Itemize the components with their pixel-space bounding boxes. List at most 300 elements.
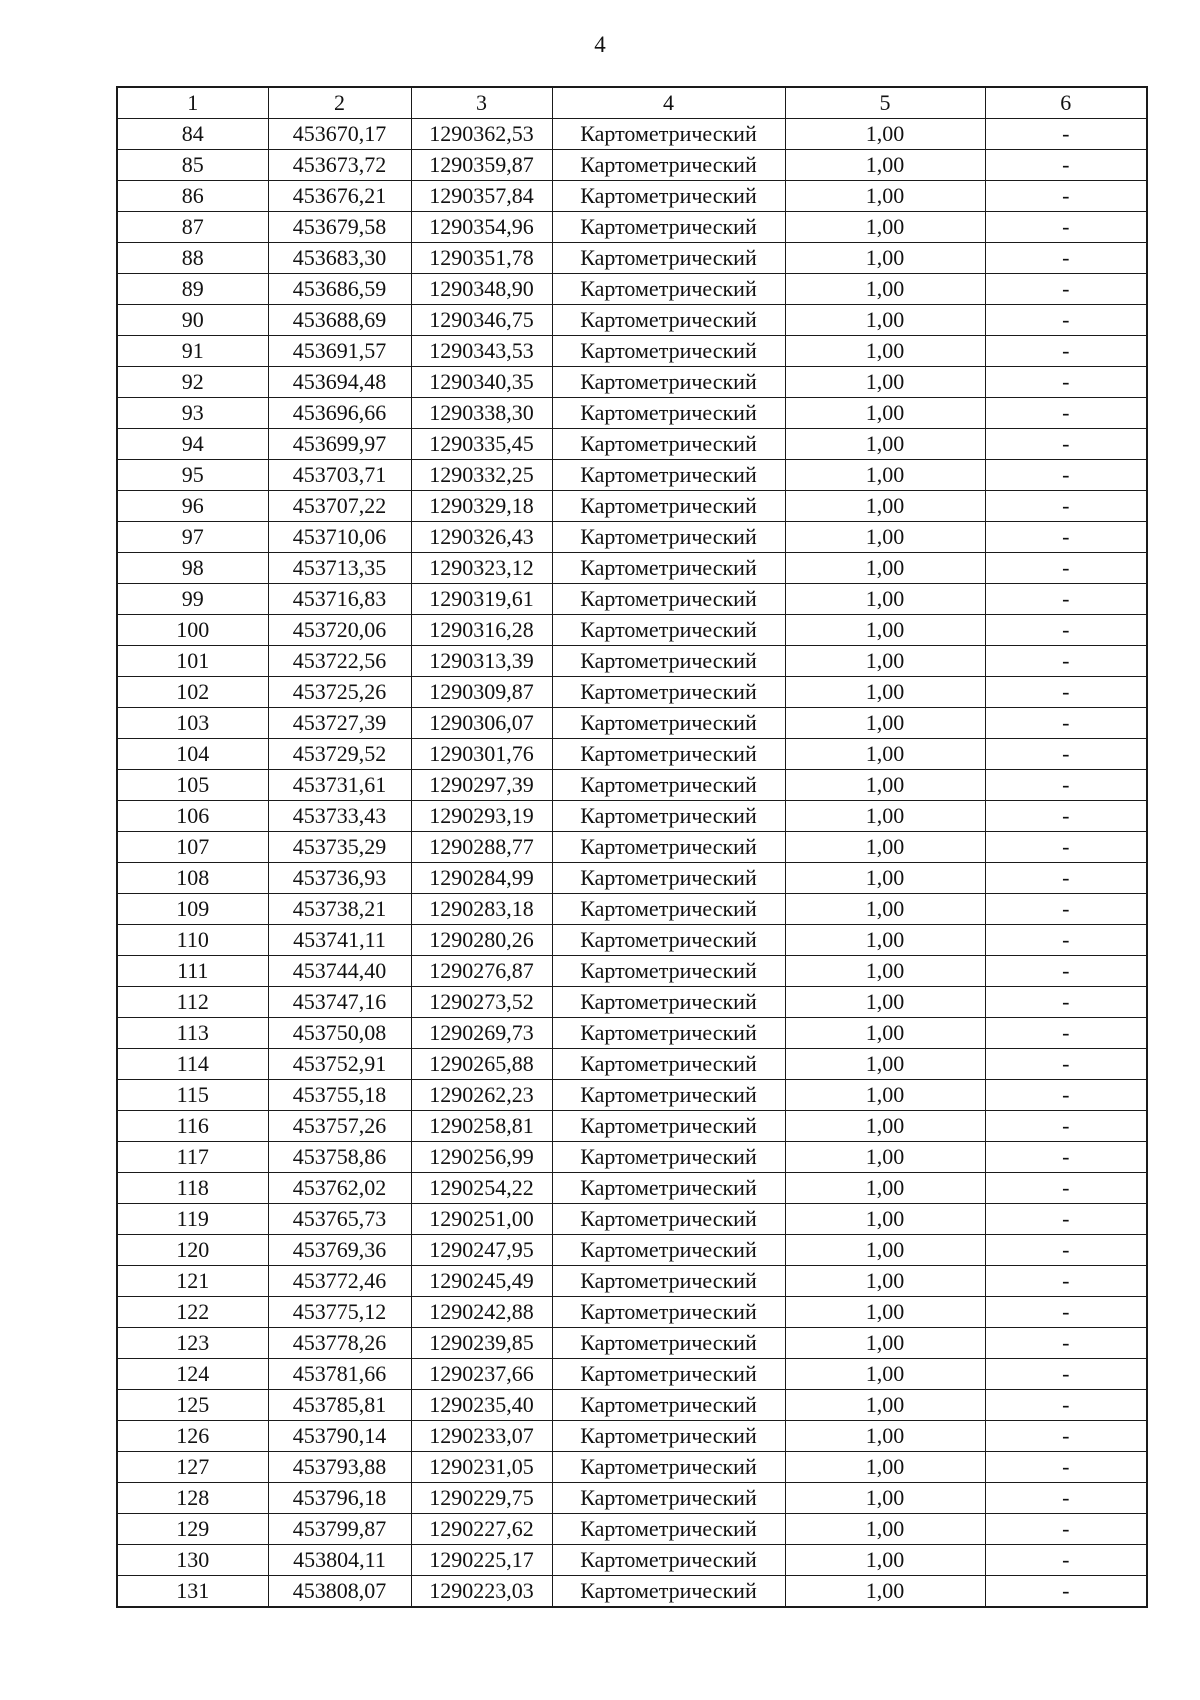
y-coordinate-cell: 1290283,18 xyxy=(411,894,552,925)
point-number-cell: 97 xyxy=(117,522,268,553)
method-cell: Картометрический xyxy=(552,925,785,956)
note-cell: - xyxy=(985,119,1147,150)
note-cell: - xyxy=(985,832,1147,863)
y-coordinate-cell: 1290338,30 xyxy=(411,398,552,429)
point-number-cell: 122 xyxy=(117,1297,268,1328)
coordinates-table xyxy=(116,86,1148,1608)
x-coordinate-cell: 453804,11 xyxy=(268,1545,411,1576)
point-number-cell: 128 xyxy=(117,1483,268,1514)
method-cell: Картометрический xyxy=(552,181,785,212)
method-cell: Картометрический xyxy=(552,1359,785,1390)
method-cell: Картометрический xyxy=(552,305,785,336)
point-number-cell: 108 xyxy=(117,863,268,894)
x-coordinate-cell: 453731,61 xyxy=(268,770,411,801)
y-coordinate-cell: 1290223,03 xyxy=(411,1576,552,1608)
method-cell: Картометрический xyxy=(552,1049,785,1080)
table-row xyxy=(117,181,1147,212)
note-cell: - xyxy=(985,1545,1147,1576)
column-header: 5 xyxy=(785,87,985,119)
y-coordinate-cell: 1290276,87 xyxy=(411,956,552,987)
table-row xyxy=(117,956,1147,987)
x-coordinate-cell: 453733,43 xyxy=(268,801,411,832)
y-coordinate-cell: 1290297,39 xyxy=(411,770,552,801)
x-coordinate-cell: 453699,97 xyxy=(268,429,411,460)
accuracy-cell: 1,00 xyxy=(785,708,985,739)
table-row xyxy=(117,1328,1147,1359)
x-coordinate-cell: 453772,46 xyxy=(268,1266,411,1297)
x-coordinate-cell: 453686,59 xyxy=(268,274,411,305)
page-number: 4 xyxy=(594,32,606,57)
note-cell: - xyxy=(985,1483,1147,1514)
note-cell: - xyxy=(985,584,1147,615)
x-coordinate-cell: 453793,88 xyxy=(268,1452,411,1483)
table-row xyxy=(117,367,1147,398)
y-coordinate-cell: 1290225,17 xyxy=(411,1545,552,1576)
point-number-cell: 129 xyxy=(117,1514,268,1545)
y-coordinate-cell: 1290265,88 xyxy=(411,1049,552,1080)
accuracy-cell: 1,00 xyxy=(785,956,985,987)
x-coordinate-cell: 453696,66 xyxy=(268,398,411,429)
accuracy-cell: 1,00 xyxy=(785,1452,985,1483)
point-number-cell: 105 xyxy=(117,770,268,801)
accuracy-cell: 1,00 xyxy=(785,1142,985,1173)
accuracy-cell: 1,00 xyxy=(785,398,985,429)
x-coordinate-cell: 453778,26 xyxy=(268,1328,411,1359)
note-cell: - xyxy=(985,956,1147,987)
y-coordinate-cell: 1290362,53 xyxy=(411,119,552,150)
method-cell: Картометрический xyxy=(552,584,785,615)
y-coordinate-cell: 1290288,77 xyxy=(411,832,552,863)
y-coordinate-cell: 1290273,52 xyxy=(411,987,552,1018)
note-cell: - xyxy=(985,367,1147,398)
note-cell: - xyxy=(985,274,1147,305)
note-cell: - xyxy=(985,1235,1147,1266)
accuracy-cell: 1,00 xyxy=(785,150,985,181)
method-cell: Картометрический xyxy=(552,119,785,150)
point-number-cell: 111 xyxy=(117,956,268,987)
note-cell: - xyxy=(985,1297,1147,1328)
accuracy-cell: 1,00 xyxy=(785,1483,985,1514)
method-cell: Картометрический xyxy=(552,553,785,584)
y-coordinate-cell: 1290301,76 xyxy=(411,739,552,770)
accuracy-cell: 1,00 xyxy=(785,1545,985,1576)
y-coordinate-cell: 1290239,85 xyxy=(411,1328,552,1359)
point-number-cell: 102 xyxy=(117,677,268,708)
method-cell: Картометрический xyxy=(552,522,785,553)
table-row xyxy=(117,739,1147,770)
table-row xyxy=(117,119,1147,150)
table-row xyxy=(117,398,1147,429)
x-coordinate-cell: 453694,48 xyxy=(268,367,411,398)
column-header: 6 xyxy=(985,87,1147,119)
table-row xyxy=(117,1390,1147,1421)
point-number-cell: 113 xyxy=(117,1018,268,1049)
note-cell: - xyxy=(985,646,1147,677)
table-row xyxy=(117,336,1147,367)
point-number-cell: 86 xyxy=(117,181,268,212)
accuracy-cell: 1,00 xyxy=(785,739,985,770)
y-coordinate-cell: 1290227,62 xyxy=(411,1514,552,1545)
note-cell: - xyxy=(985,925,1147,956)
method-cell: Картометрический xyxy=(552,243,785,274)
method-cell: Картометрический xyxy=(552,212,785,243)
x-coordinate-cell: 453762,02 xyxy=(268,1173,411,1204)
method-cell: Картометрический xyxy=(552,1266,785,1297)
note-cell: - xyxy=(985,150,1147,181)
x-coordinate-cell: 453757,26 xyxy=(268,1111,411,1142)
accuracy-cell: 1,00 xyxy=(785,677,985,708)
method-cell: Картометрический xyxy=(552,832,785,863)
y-coordinate-cell: 1290269,73 xyxy=(411,1018,552,1049)
accuracy-cell: 1,00 xyxy=(785,181,985,212)
method-cell: Картометрический xyxy=(552,770,785,801)
table-row xyxy=(117,1483,1147,1514)
x-coordinate-cell: 453679,58 xyxy=(268,212,411,243)
table-row xyxy=(117,1049,1147,1080)
note-cell: - xyxy=(985,336,1147,367)
point-number-cell: 96 xyxy=(117,491,268,522)
note-cell: - xyxy=(985,522,1147,553)
accuracy-cell: 1,00 xyxy=(785,491,985,522)
x-coordinate-cell: 453747,16 xyxy=(268,987,411,1018)
point-number-cell: 103 xyxy=(117,708,268,739)
table-row xyxy=(117,1576,1147,1608)
y-coordinate-cell: 1290235,40 xyxy=(411,1390,552,1421)
method-cell: Картометрический xyxy=(552,460,785,491)
table-row xyxy=(117,863,1147,894)
y-coordinate-cell: 1290306,07 xyxy=(411,708,552,739)
y-coordinate-cell: 1290256,99 xyxy=(411,1142,552,1173)
accuracy-cell: 1,00 xyxy=(785,336,985,367)
accuracy-cell: 1,00 xyxy=(785,987,985,1018)
x-coordinate-cell: 453775,12 xyxy=(268,1297,411,1328)
y-coordinate-cell: 1290323,12 xyxy=(411,553,552,584)
accuracy-cell: 1,00 xyxy=(785,1235,985,1266)
accuracy-cell: 1,00 xyxy=(785,119,985,150)
point-number-cell: 125 xyxy=(117,1390,268,1421)
x-coordinate-cell: 453750,08 xyxy=(268,1018,411,1049)
y-coordinate-cell: 1290313,39 xyxy=(411,646,552,677)
y-coordinate-cell: 1290245,49 xyxy=(411,1266,552,1297)
point-number-cell: 100 xyxy=(117,615,268,646)
method-cell: Картометрический xyxy=(552,1018,785,1049)
method-cell: Картометрический xyxy=(552,1483,785,1514)
method-cell: Картометрический xyxy=(552,801,785,832)
point-number-cell: 99 xyxy=(117,584,268,615)
x-coordinate-cell: 453725,26 xyxy=(268,677,411,708)
note-cell: - xyxy=(985,1111,1147,1142)
note-cell: - xyxy=(985,1359,1147,1390)
x-coordinate-cell: 453688,69 xyxy=(268,305,411,336)
y-coordinate-cell: 1290335,45 xyxy=(411,429,552,460)
accuracy-cell: 1,00 xyxy=(785,1049,985,1080)
y-coordinate-cell: 1290319,61 xyxy=(411,584,552,615)
note-cell: - xyxy=(985,677,1147,708)
table-row xyxy=(117,1018,1147,1049)
method-cell: Картометрический xyxy=(552,1080,785,1111)
x-coordinate-cell: 453683,30 xyxy=(268,243,411,274)
table-row xyxy=(117,801,1147,832)
x-coordinate-cell: 453765,73 xyxy=(268,1204,411,1235)
point-number-cell: 119 xyxy=(117,1204,268,1235)
y-coordinate-cell: 1290284,99 xyxy=(411,863,552,894)
table-row xyxy=(117,429,1147,460)
accuracy-cell: 1,00 xyxy=(785,522,985,553)
method-cell: Картометрический xyxy=(552,956,785,987)
note-cell: - xyxy=(985,212,1147,243)
column-header: 2 xyxy=(268,87,411,119)
note-cell: - xyxy=(985,894,1147,925)
y-coordinate-cell: 1290233,07 xyxy=(411,1421,552,1452)
method-cell: Картометрический xyxy=(552,1142,785,1173)
y-coordinate-cell: 1290332,25 xyxy=(411,460,552,491)
method-cell: Картометрический xyxy=(552,894,785,925)
point-number-cell: 127 xyxy=(117,1452,268,1483)
table-row xyxy=(117,615,1147,646)
accuracy-cell: 1,00 xyxy=(785,1173,985,1204)
x-coordinate-cell: 453707,22 xyxy=(268,491,411,522)
method-cell: Картометрический xyxy=(552,863,785,894)
note-cell: - xyxy=(985,1328,1147,1359)
x-coordinate-cell: 453716,83 xyxy=(268,584,411,615)
accuracy-cell: 1,00 xyxy=(785,1576,985,1608)
method-cell: Картометрический xyxy=(552,987,785,1018)
accuracy-cell: 1,00 xyxy=(785,1297,985,1328)
table-row xyxy=(117,460,1147,491)
table-row xyxy=(117,925,1147,956)
point-number-cell: 121 xyxy=(117,1266,268,1297)
y-coordinate-cell: 1290359,87 xyxy=(411,150,552,181)
y-coordinate-cell: 1290280,26 xyxy=(411,925,552,956)
y-coordinate-cell: 1290231,05 xyxy=(411,1452,552,1483)
accuracy-cell: 1,00 xyxy=(785,770,985,801)
accuracy-cell: 1,00 xyxy=(785,243,985,274)
point-number-cell: 94 xyxy=(117,429,268,460)
column-header: 3 xyxy=(411,87,552,119)
note-cell: - xyxy=(985,1514,1147,1545)
method-cell: Картометрический xyxy=(552,1297,785,1328)
x-coordinate-cell: 453720,06 xyxy=(268,615,411,646)
accuracy-cell: 1,00 xyxy=(785,553,985,584)
table-row xyxy=(117,677,1147,708)
method-cell: Картометрический xyxy=(552,398,785,429)
note-cell: - xyxy=(985,1452,1147,1483)
accuracy-cell: 1,00 xyxy=(785,584,985,615)
point-number-cell: 104 xyxy=(117,739,268,770)
method-cell: Картометрический xyxy=(552,1111,785,1142)
table-row xyxy=(117,491,1147,522)
point-number-cell: 115 xyxy=(117,1080,268,1111)
note-cell: - xyxy=(985,460,1147,491)
method-cell: Картометрический xyxy=(552,150,785,181)
x-coordinate-cell: 453736,93 xyxy=(268,863,411,894)
note-cell: - xyxy=(985,398,1147,429)
note-cell: - xyxy=(985,1080,1147,1111)
table-row xyxy=(117,708,1147,739)
note-cell: - xyxy=(985,770,1147,801)
point-number-cell: 116 xyxy=(117,1111,268,1142)
x-coordinate-cell: 453744,40 xyxy=(268,956,411,987)
point-number-cell: 95 xyxy=(117,460,268,491)
accuracy-cell: 1,00 xyxy=(785,1514,985,1545)
table-row xyxy=(117,1297,1147,1328)
accuracy-cell: 1,00 xyxy=(785,646,985,677)
y-coordinate-cell: 1290247,95 xyxy=(411,1235,552,1266)
table-row xyxy=(117,894,1147,925)
method-cell: Картометрический xyxy=(552,1235,785,1266)
y-coordinate-cell: 1290326,43 xyxy=(411,522,552,553)
point-number-cell: 110 xyxy=(117,925,268,956)
accuracy-cell: 1,00 xyxy=(785,1359,985,1390)
method-cell: Картометрический xyxy=(552,491,785,522)
accuracy-cell: 1,00 xyxy=(785,367,985,398)
note-cell: - xyxy=(985,1018,1147,1049)
point-number-cell: 98 xyxy=(117,553,268,584)
method-cell: Картометрический xyxy=(552,708,785,739)
method-cell: Картометрический xyxy=(552,274,785,305)
x-coordinate-cell: 453713,35 xyxy=(268,553,411,584)
table-row xyxy=(117,1514,1147,1545)
point-number-cell: 123 xyxy=(117,1328,268,1359)
column-header: 1 xyxy=(117,87,268,119)
y-coordinate-cell: 1290357,84 xyxy=(411,181,552,212)
y-coordinate-cell: 1290258,81 xyxy=(411,1111,552,1142)
accuracy-cell: 1,00 xyxy=(785,1266,985,1297)
table-row xyxy=(117,1142,1147,1173)
y-coordinate-cell: 1290237,66 xyxy=(411,1359,552,1390)
note-cell: - xyxy=(985,708,1147,739)
x-coordinate-cell: 453729,52 xyxy=(268,739,411,770)
accuracy-cell: 1,00 xyxy=(785,274,985,305)
y-coordinate-cell: 1290293,19 xyxy=(411,801,552,832)
table-row xyxy=(117,274,1147,305)
note-cell: - xyxy=(985,243,1147,274)
y-coordinate-cell: 1290348,90 xyxy=(411,274,552,305)
method-cell: Картометрический xyxy=(552,429,785,460)
method-cell: Картометрический xyxy=(552,367,785,398)
note-cell: - xyxy=(985,1142,1147,1173)
x-coordinate-cell: 453769,36 xyxy=(268,1235,411,1266)
y-coordinate-cell: 1290309,87 xyxy=(411,677,552,708)
table-row xyxy=(117,212,1147,243)
accuracy-cell: 1,00 xyxy=(785,1421,985,1452)
x-coordinate-cell: 453738,21 xyxy=(268,894,411,925)
note-cell: - xyxy=(985,1576,1147,1608)
method-cell: Картометрический xyxy=(552,1452,785,1483)
point-number-cell: 117 xyxy=(117,1142,268,1173)
method-cell: Картометрический xyxy=(552,1204,785,1235)
x-coordinate-cell: 453670,17 xyxy=(268,119,411,150)
note-cell: - xyxy=(985,1049,1147,1080)
x-coordinate-cell: 453703,71 xyxy=(268,460,411,491)
point-number-cell: 92 xyxy=(117,367,268,398)
accuracy-cell: 1,00 xyxy=(785,212,985,243)
table-row xyxy=(117,770,1147,801)
accuracy-cell: 1,00 xyxy=(785,832,985,863)
accuracy-cell: 1,00 xyxy=(785,894,985,925)
x-coordinate-cell: 453727,39 xyxy=(268,708,411,739)
x-coordinate-cell: 453752,91 xyxy=(268,1049,411,1080)
note-cell: - xyxy=(985,553,1147,584)
accuracy-cell: 1,00 xyxy=(785,1328,985,1359)
x-coordinate-cell: 453796,18 xyxy=(268,1483,411,1514)
method-cell: Картометрический xyxy=(552,1173,785,1204)
table-row xyxy=(117,1266,1147,1297)
y-coordinate-cell: 1290340,35 xyxy=(411,367,552,398)
x-coordinate-cell: 453758,86 xyxy=(268,1142,411,1173)
x-coordinate-cell: 453808,07 xyxy=(268,1576,411,1608)
table-row xyxy=(117,1080,1147,1111)
note-cell: - xyxy=(985,739,1147,770)
note-cell: - xyxy=(985,987,1147,1018)
method-cell: Картометрический xyxy=(552,336,785,367)
point-number-cell: 130 xyxy=(117,1545,268,1576)
table-header-row xyxy=(117,87,1147,119)
note-cell: - xyxy=(985,1390,1147,1421)
point-number-cell: 107 xyxy=(117,832,268,863)
table-body xyxy=(117,119,1147,1608)
note-cell: - xyxy=(985,863,1147,894)
point-number-cell: 114 xyxy=(117,1049,268,1080)
x-coordinate-cell: 453741,11 xyxy=(268,925,411,956)
table-row xyxy=(117,305,1147,336)
x-coordinate-cell: 453710,06 xyxy=(268,522,411,553)
x-coordinate-cell: 453799,87 xyxy=(268,1514,411,1545)
point-number-cell: 93 xyxy=(117,398,268,429)
note-cell: - xyxy=(985,181,1147,212)
y-coordinate-cell: 1290354,96 xyxy=(411,212,552,243)
column-header: 4 xyxy=(552,87,785,119)
accuracy-cell: 1,00 xyxy=(785,863,985,894)
accuracy-cell: 1,00 xyxy=(785,1080,985,1111)
table-row xyxy=(117,1235,1147,1266)
method-cell: Картометрический xyxy=(552,615,785,646)
point-number-cell: 84 xyxy=(117,119,268,150)
method-cell: Картометрический xyxy=(552,1576,785,1608)
accuracy-cell: 1,00 xyxy=(785,460,985,491)
table-row xyxy=(117,1359,1147,1390)
method-cell: Картометрический xyxy=(552,1514,785,1545)
note-cell: - xyxy=(985,1204,1147,1235)
note-cell: - xyxy=(985,801,1147,832)
y-coordinate-cell: 1290346,75 xyxy=(411,305,552,336)
y-coordinate-cell: 1290329,18 xyxy=(411,491,552,522)
accuracy-cell: 1,00 xyxy=(785,1111,985,1142)
point-number-cell: 118 xyxy=(117,1173,268,1204)
point-number-cell: 131 xyxy=(117,1576,268,1608)
y-coordinate-cell: 1290251,00 xyxy=(411,1204,552,1235)
accuracy-cell: 1,00 xyxy=(785,1018,985,1049)
method-cell: Картометрический xyxy=(552,1421,785,1452)
note-cell: - xyxy=(985,1421,1147,1452)
point-number-cell: 101 xyxy=(117,646,268,677)
method-cell: Картометрический xyxy=(552,1328,785,1359)
y-coordinate-cell: 1290242,88 xyxy=(411,1297,552,1328)
accuracy-cell: 1,00 xyxy=(785,925,985,956)
table-row xyxy=(117,1204,1147,1235)
point-number-cell: 109 xyxy=(117,894,268,925)
y-coordinate-cell: 1290351,78 xyxy=(411,243,552,274)
table-row xyxy=(117,584,1147,615)
y-coordinate-cell: 1290254,22 xyxy=(411,1173,552,1204)
method-cell: Картометрический xyxy=(552,677,785,708)
point-number-cell: 124 xyxy=(117,1359,268,1390)
table-row xyxy=(117,1421,1147,1452)
x-coordinate-cell: 453785,81 xyxy=(268,1390,411,1421)
note-cell: - xyxy=(985,429,1147,460)
accuracy-cell: 1,00 xyxy=(785,1390,985,1421)
note-cell: - xyxy=(985,615,1147,646)
